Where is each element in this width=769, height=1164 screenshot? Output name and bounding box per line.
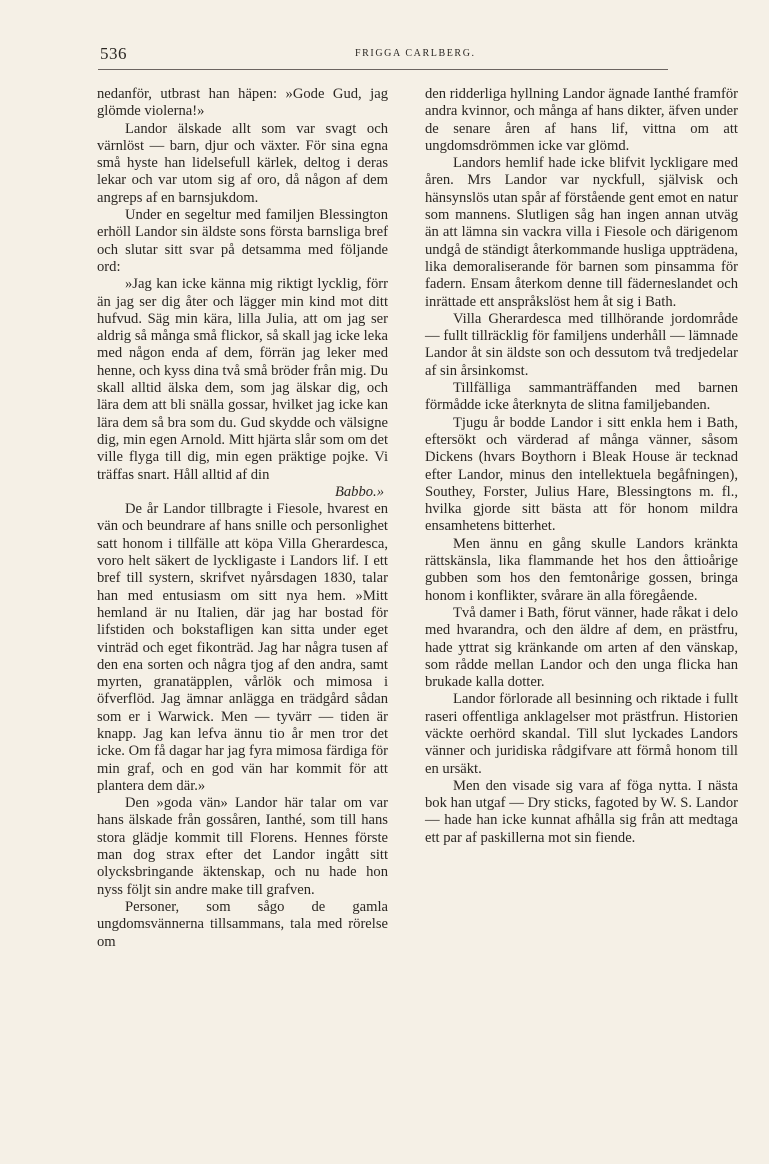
paragraph: De år Landor tillbragte i Fiesole, hvarest en vän och beundrare af hans snille och personlighet satt honom i tillfälle att köpa Villa Gherardesca, voro helt säkert de lyckligaste i Landors lif. I ett bref till systern, skrifvet nyårsdagen 1830, talar han med entusiasm om sitt nya hem. »Mitt hemland är nu Italien, där jag har bostad för lifstiden och bokstafligen kan sitta under eget vinträd och eget fikonträd. Jag har några tusen af den ena sorten och några tjog af den andra, samt myrten, granatäpplen, vårlök och mimosa i öfverflöd. Jag ämnar anlägga en trädgård sådan som er i Warwick. Men — tyvärr — tiden är knapp. Jag kan lefva ännu tio år men tror det icke. Om få dagar har jag fyra mimosa färdiga för min graf, och en god vän har kommit för att plantera dem där.» [97,501,388,794]
paragraph: Personer, som sågo de gamla ungdomsvännerna tillsammans, tala med rörelse om [97,898,388,950]
paragraph: Tjugu år bodde Landor i sitt enkla hem i Bath, eftersökt och värderad af många vänner, såsom Dickens (hvars Boythorn i Bleak House är tecknad efter Landor, minus den intellektuela begåfningen), Southey, Forster, Julius Hare, Blessingtons m. fl., hvilka gjorde sitt bästa att för honom mildra ensamhetens bitterhet. [425,414,738,535]
signature: Babbo.» [334,483,384,500]
left-column [97,86,388,951]
paragraph: Men ännu en gång skulle Landors kränkta rättskänsla, lika flammande het hos den åttioårige gubben som hos den femtonårige gossen, bringa honom i konflikter, svårare än alla föregående. [425,535,738,604]
paragraph: Landors hemlif hade icke blifvit lyckligare med åren. Mrs Landor var nyckfull, självisk och hänsynslös utan spår af förstående gent emot en natur som mannens. Slutligen såg han ingen annan utväg än att lämna sin vackra villa i Fiesole och därigenom undgå de ständigt återkommande husliga uppträdena, lika demoraliserande för barnen som pinsamma för fadern. Ensam återkom denne till fäderneslandet och inrättade ett anspråkslöst hem åt sig i Bath. [425,155,738,310]
paragraph: Tillfälliga sammanträffanden med barnen förmådde icke återknyta de slitna familjebanden. [425,380,738,414]
paragraph: den ridderliga hyllning Landor ägnade Ianthé framför andra kvinnor, och många af hans dikter, äfven under de senare åren af hans lif, vittna om att ungdomsdrömmen icke var glömd. [425,86,738,154]
paragraph: nedanför, utbrast han häpen: »Gode Gud, jag glömde violerna!» [97,86,388,120]
paragraph: Två damer i Bath, förut vänner, hade råkat i delo med hvarandra, och den äldre af dem, en prästfru, hade yttrat sig kränkande om arten af den vänskap, som rådde mellan Landor och den unga flicka han brukade kalla dotter. [425,604,738,691]
header-rule [98,69,668,70]
page-header [100,44,668,68]
paragraph: Under en segeltur med familjen Blessington erhöll Landor sin äldste sons första barnsliga bref och slutar sitt svar på detsamma med följande ord: [97,207,388,275]
right-column [425,86,738,847]
paragraph: Landor förlorade all besinning och riktade i fullt raseri offentliga anklagelser mot prästfrun. Historien väckte oerhörd skandal. Till slut lyckades Landors vänner och juridiska rådgifvare att förmå honom till en ursäkt. [425,691,738,777]
running-head: FRIGGA CARLBERG. [355,48,476,59]
paragraph: Men den visade sig vara af föga nytta. I nästa bok han utgaf — Dry sticks, fagoted by W. S. Landor — hade han icke kunnat afhålla sig från att medtaga ett par af paskillerna mot sin fiende. [425,777,738,846]
paragraph: Landor älskade allt som var svagt och värnlöst — barn, djur och växter. För sina egna små hyste han lidelsefull kärlek, deltog i deras lekar och var utom sig af oro, då någon af dem angreps af en barnsjukdom. [97,120,388,206]
paragraph: »Jag kan icke känna mig riktigt lycklig, förr än jag ser dig åter och lägger min kind mot ditt hufvud. Säg min kära, lilla Julia, att om jag ser aldrig så många små flickor, så skall jag icke leka med någon enda af dem, förrän jag leker med henne, och kyss dina två små bröder från mig. Du skall alltid älska dem, som jag älskar dig, och lära dem att bli snälla gossar, hvilket jag icke kan lära dem så bra som du. Gud skydde och välsigne dig, min egen Arnold. Mitt hjärta slår som om det ville flyga till dig, min egen präktige pojke. Vi träffas snart. Håll alltid af din [97,276,388,483]
paragraph: Villa Gherardesca med tillhörande jordområde — fullt tillräcklig för familjens underhåll — lämnade Landor åt sin äldste son och dessutom två tredjedelar af sin årsinkomst. [425,310,738,379]
page-number: 536 [100,44,127,63]
paragraph: Den »goda vän» Landor här talar om var hans älskade från gossåren, Ianthé, som till hans stora glädje kommit till Florens. Hennes förste man dog strax efter det Landor ingått sitt olycksbringande äktenskap, och nu hade hon nyss följt sin andre make till grafven. [97,795,388,898]
